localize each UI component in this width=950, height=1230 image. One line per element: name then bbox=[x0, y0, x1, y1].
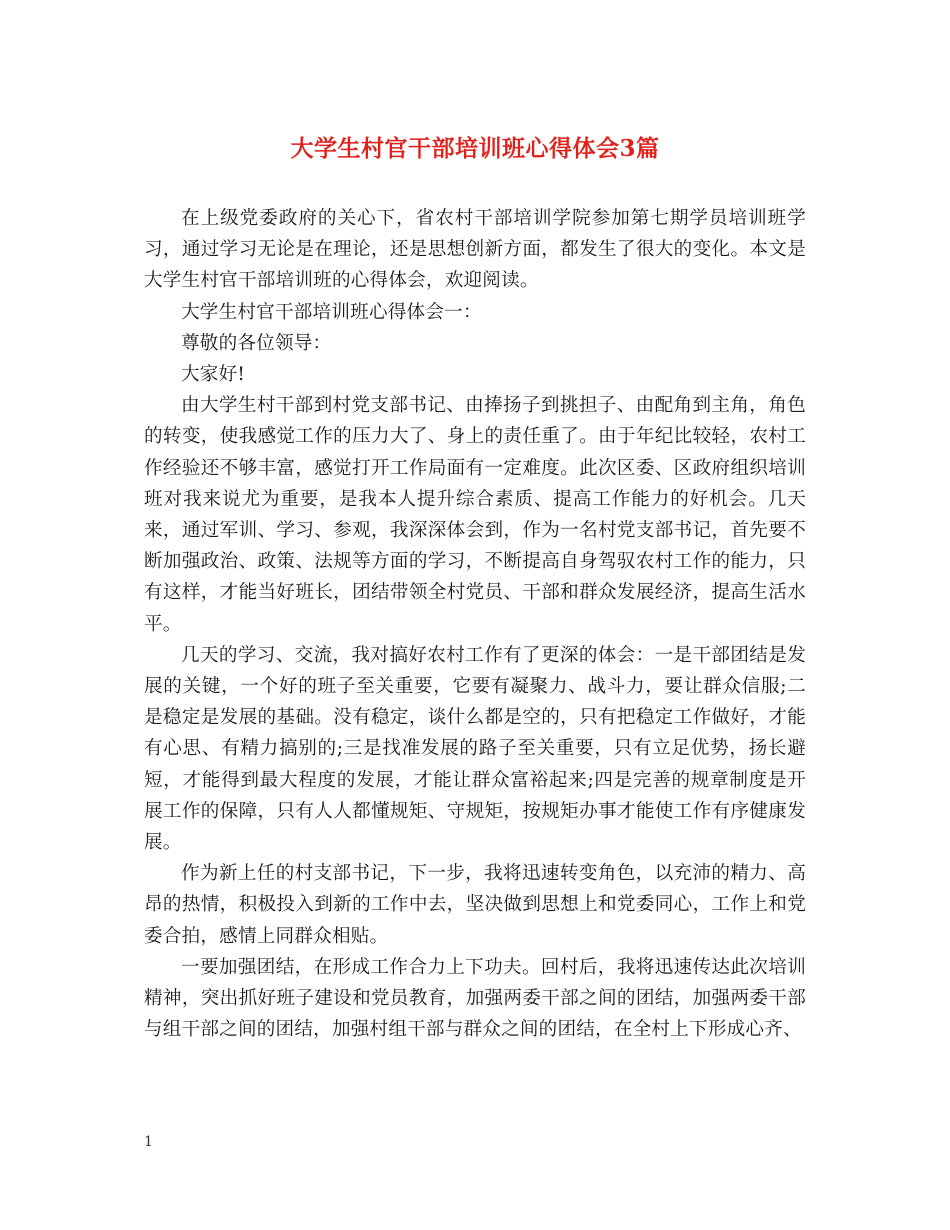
paragraph-intro: 在上级党委政府的关心下，省农村干部培训学院参加第七期学员培训班学习，通过学习无论是在理论，还是思想创新方面，都发生了很大的变化。本文是大学生村官干部培训班的心得体会，欢迎阅读。 bbox=[144, 208, 806, 292]
paragraph-unity: 一要加强团结，在形成工作合力上下功夫。回村后，我将迅速传达此次培训精神，突出抓好班子建设和党员教育，加强两委干部之间的团结，加强两委干部与组干部之间的团结，加强村组干部与群众之间的团结，在全村上下形成心齐、 bbox=[144, 956, 806, 1041]
document-title: 大学生村官干部培训班心得体会3篇 bbox=[290, 135, 660, 162]
paragraph-greeting: 大家好! bbox=[181, 364, 246, 386]
paragraph-section-heading: 大学生村官干部培训班心得体会一： bbox=[181, 301, 482, 323]
page-number: 1 bbox=[144, 1134, 153, 1150]
document-body bbox=[144, 203, 806, 1045]
paragraph-salutation: 尊敬的各位领导： bbox=[181, 332, 332, 354]
paragraph-experience: 几天的学习、交流，我对搞好农村工作有了更深的体会：一是干部团结是发展的关键，一个好的班子至关重要，它要有凝聚力、战斗力，要让群众信服;二是稳定是发展的基础。没有稳定，谈什么都是空的，只有把稳定工作做好，才能有心思、有精力搞别的;三是找准发展的路子至关重要，只有立足优势，扬长避短，才能得到最大程度的发展，才能让群众富裕起来;四是完善的规章制度是开展工作的保障，只有人人都懂规矩、守规矩，按规矩办事才能使工作有序健康发展。 bbox=[144, 644, 806, 854]
paragraph-role-change: 由大学生村干部到村党支部书记、由捧扬子到挑担子、由配角到主角，角色的转变，使我感觉工作的压力大了、身上的责任重了。由于年纪比较轻，农村工作经验还不够丰富，感觉打开工作局面有一定难度。此次区委、区政府组织培训班对我来说尤为重要，是我本人提升综合素质、提高工作能力的好机会。几天来，通过军训、学习、参观，我深深体会到，作为一名村党支部书记，首先要不断加强政治、政策、法规等方面的学习，不断提高自身驾驭农村工作的能力，只有这样，才能当好班长，团结带领全村党员、干部和群众发展经济，提高生活水平。 bbox=[144, 395, 806, 635]
paragraph-next-steps: 作为新上任的村支部书记，下一步，我将迅速转变角色，以充沛的精力、高昂的热情，积极投入到新的工作中去，坚决做到思想上和党委同心，工作上和党委合拍，感情上同群众相贴。 bbox=[144, 863, 806, 947]
